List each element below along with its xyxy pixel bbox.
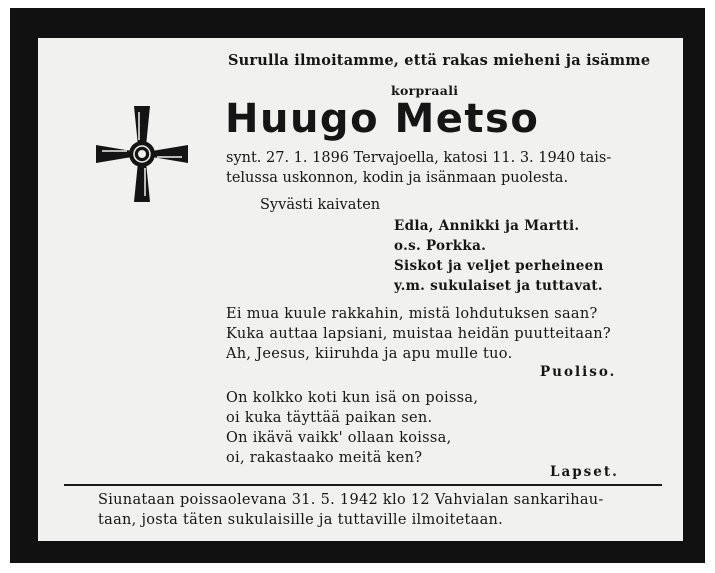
deceased-name: Huugo Metso [225,96,540,142]
footer-line-2: taan, josta täten sukulaisille ja tuttaville ilmoitetaan. [98,512,504,528]
footer-divider [64,484,662,486]
poem-wife-line-1: Ei mua kuule rakkahin, mistä lohdutuksen saan? [226,306,598,322]
poem-children-line-4: oi, rakastaako meitä ken? [226,450,423,466]
poem-wife-line-3: Ah, Jeesus, kiiruhda ja apu mulle tuo. [226,346,513,362]
signature-children: Lapset. [550,464,619,480]
family-line-1: Edla, Annikki ja Martti. [394,218,580,234]
poem-children-line-2: oi kuka täyttää paikan sen. [226,410,433,426]
rank-label: korpraali [391,83,459,98]
details-line-1: synt. 27. 1. 1896 Tervajoella, katosi 11. 3. 1940 tais- [226,150,612,166]
family-line-4: y.m. sukulaiset ja tuttavat. [394,278,603,294]
obituary-frame [10,8,705,563]
cross-of-liberty-icon [94,102,190,206]
family-line-2: o.s. Porkka. [394,238,487,254]
mourning-line: Syvästi kaivaten [260,197,381,213]
obituary-notice [38,38,683,541]
poem-children-line-1: On kolkko koti kun isä on poissa, [226,390,479,406]
intro-line: Surulla ilmoitamme, että rakas mieheni ja isämme [228,52,651,69]
family-line-3: Siskot ja veljet perheineen [394,258,604,274]
signature-wife: Puoliso. [540,364,617,380]
poem-children-line-3: On ikävä vaikk' ollaan koissa, [226,430,452,446]
footer-line-1: Siunataan poissaolevana 31. 5. 1942 klo 12 Vahvialan sankarihau- [98,492,604,508]
poem-wife-line-2: Kuka auttaa lapsiani, muistaa heidän puutteitaan? [226,326,611,342]
details-line-2: telussa uskonnon, kodin ja isänmaan puolesta. [226,170,569,186]
